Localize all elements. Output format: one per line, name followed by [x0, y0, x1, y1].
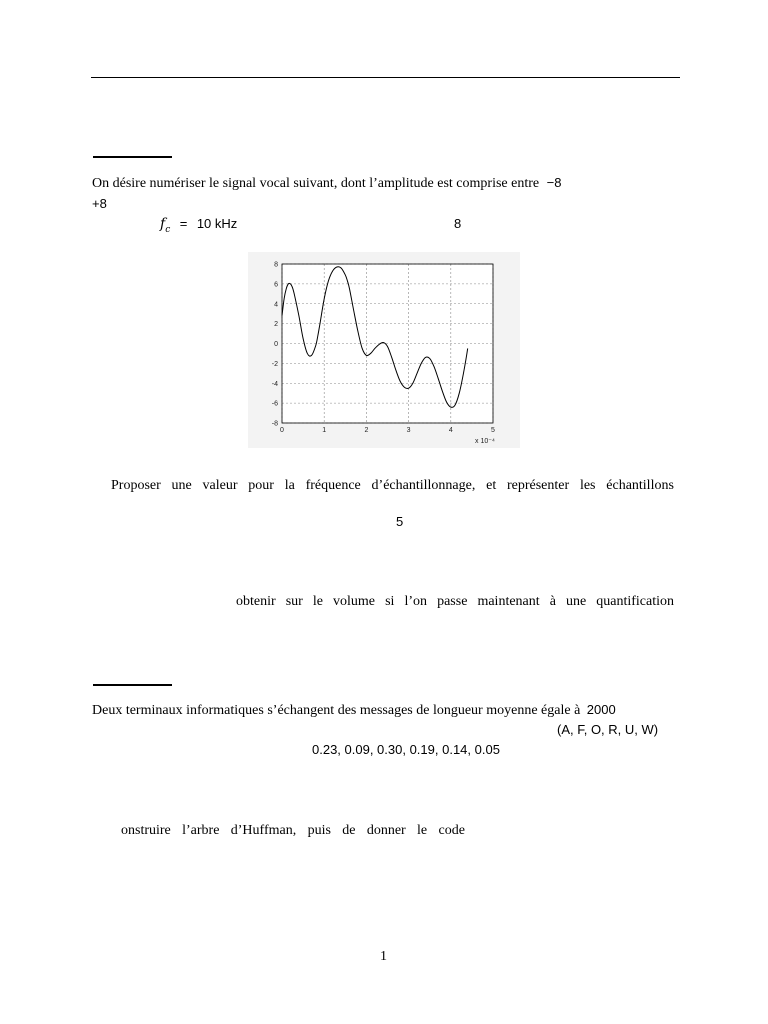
- x-tick-label: 5: [491, 427, 495, 434]
- huffman-question-word: donner: [366, 823, 406, 838]
- volume-question-word: le: [312, 594, 323, 609]
- huffman-question-word: l’arbre: [182, 823, 220, 838]
- huffman-question-word: d’Huffman,: [230, 823, 297, 838]
- y-tick-label: -6: [271, 400, 278, 408]
- y-tick-label: 6: [274, 281, 278, 289]
- min-amplitude: −8: [546, 175, 562, 190]
- chart-grid: [282, 264, 493, 423]
- huffman-question-word: puis: [307, 823, 331, 838]
- volume-question-word: volume: [333, 594, 376, 609]
- page-number: 1: [380, 949, 387, 964]
- volume-question-word: une: [565, 594, 587, 609]
- question1-word: pour: [248, 478, 274, 493]
- fc-equals: =: [179, 216, 188, 231]
- header-rule: [91, 77, 680, 78]
- question1-word: les: [579, 478, 596, 493]
- y-tick-label: -8: [271, 420, 278, 428]
- fc-subscript: c: [165, 224, 171, 235]
- volume-question-line: [236, 594, 674, 610]
- x-tick-label: 2: [364, 427, 369, 434]
- symbol-set: (A, F, O, R, U, W): [557, 722, 659, 737]
- max-amplitude: +8: [92, 196, 107, 211]
- bits-number: 8: [454, 216, 462, 231]
- question1-word: échantillons: [606, 478, 674, 493]
- question1-word: représenter: [506, 478, 570, 493]
- huffman-question-line: [121, 823, 465, 839]
- volume-question-word: à: [549, 594, 556, 609]
- y-tick-label: -2: [271, 360, 278, 368]
- question1-line: [111, 478, 674, 494]
- message-length: 2000: [586, 702, 616, 717]
- question1-word: une: [171, 478, 192, 493]
- y-tick-label: 4: [274, 301, 278, 309]
- y-tick-label: 0: [274, 341, 278, 348]
- question1-word: fréquence: [305, 478, 361, 493]
- huffman-question-word: onstruire: [121, 823, 171, 838]
- volume-question-word: sur: [285, 594, 303, 609]
- question1-word: d’échantillonnage,: [371, 478, 476, 493]
- number-5: 5: [396, 514, 404, 529]
- question1-word: la: [284, 478, 295, 493]
- fc-value: 10 kHz: [196, 216, 238, 231]
- volume-question-word: passe: [437, 594, 468, 609]
- fc-symbol: f: [160, 216, 166, 232]
- probability-list: 0.23, 0.09, 0.30, 0.19, 0.14, 0.05: [312, 742, 500, 757]
- question1-word: et: [486, 478, 497, 493]
- exercise1-heading-underline: [93, 156, 172, 158]
- x-tick-label: 4: [448, 427, 453, 434]
- signal-chart: [248, 252, 520, 448]
- y-tick-label: 8: [274, 261, 278, 269]
- huffman-question-word: de: [342, 823, 356, 838]
- exercise2-intro-text: Deux terminaux informatiques s’échangent des messages de longueur moyenne égale à: [92, 703, 581, 718]
- volume-question-word: quantification: [596, 594, 674, 609]
- x-tick-label: 0: [280, 427, 284, 434]
- exercise2-heading-underline: [93, 684, 172, 686]
- exercise2-intro-line1: [92, 703, 616, 718]
- question1-word: Proposer: [111, 478, 161, 493]
- huffman-question-word: code: [438, 823, 465, 838]
- huffman-question-word: le: [417, 823, 428, 838]
- x-tick-label: 1: [322, 427, 327, 434]
- volume-question-word: obtenir: [236, 594, 276, 609]
- volume-question-word: maintenant: [477, 594, 540, 609]
- y-tick-label: 2: [274, 321, 278, 329]
- volume-question-word: l’on: [404, 594, 428, 609]
- exercise1-intro-line1: [92, 176, 561, 191]
- y-tick-label: -4: [271, 380, 278, 388]
- x-exponent-label: x 10⁻⁴: [475, 438, 495, 445]
- x-tick-label: 3: [406, 427, 411, 434]
- fc-formula: [160, 217, 237, 235]
- volume-question-word: si: [385, 594, 395, 609]
- exercise1-intro-text: On désire numériser le signal vocal suivant, dont l’amplitude est comprise entre: [92, 176, 540, 191]
- question1-word: valeur: [202, 478, 238, 493]
- fc-value-number: [197, 216, 237, 231]
